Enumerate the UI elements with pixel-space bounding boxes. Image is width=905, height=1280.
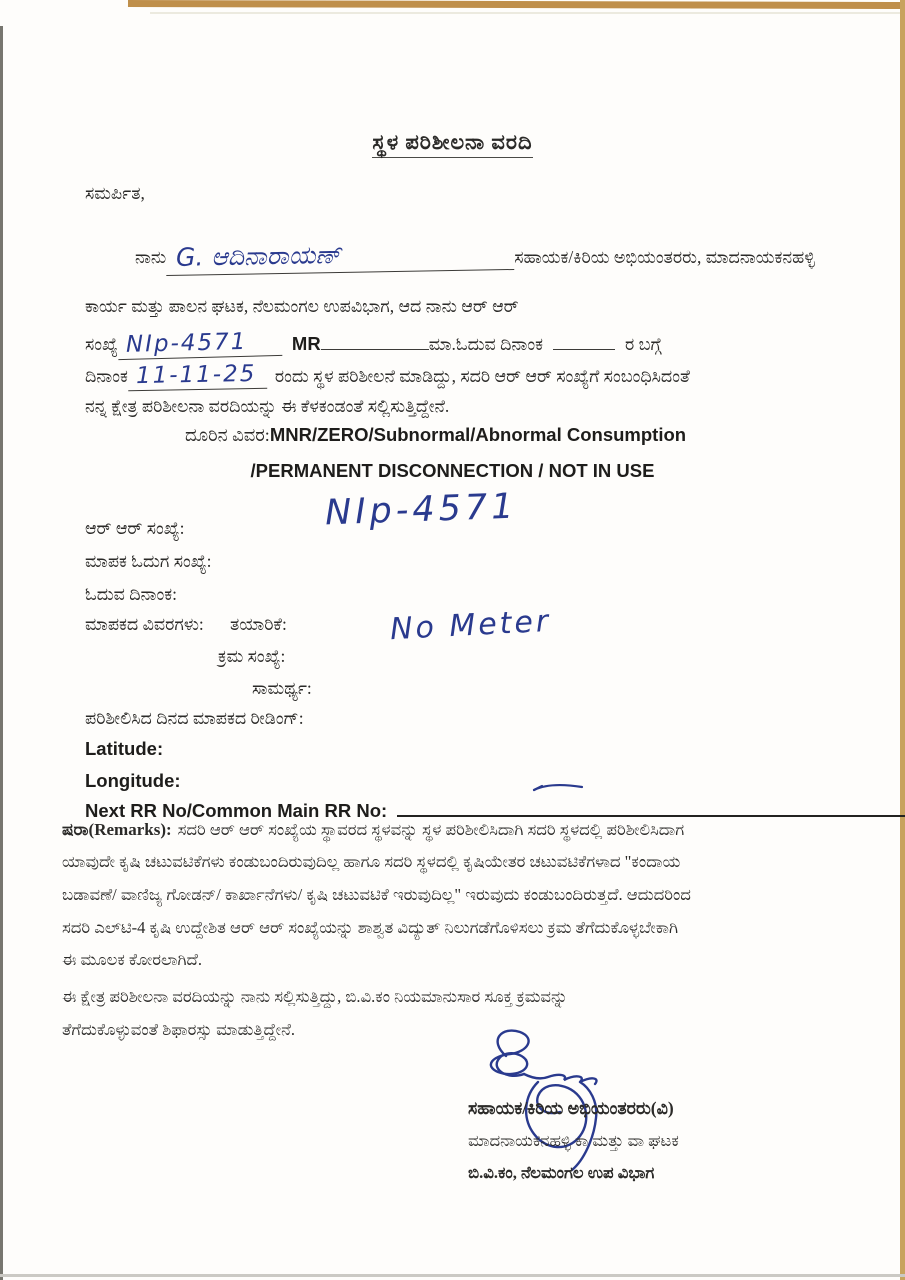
- intro-prefix: ನಾನು: [135, 247, 167, 267]
- date-label: ದಿನಾಂಕ: [85, 366, 128, 386]
- handwritten-no-meter: No Meter: [389, 603, 553, 648]
- meter-details-field-label: ಮಾಪಕದ ವಿವರಗಳು:: [85, 614, 204, 634]
- reading-date-mid-label: ಮಾ.ಓದುವ ದಿನಾಂಕ: [428, 334, 543, 354]
- paper-left-edge: [0, 26, 3, 1280]
- serial-field-label: ಕ್ರಮ ಸಂಖ್ಯೆ:: [218, 646, 286, 666]
- paper-bottom-edge: [0, 1274, 905, 1277]
- intro-line-5: ನನ್ನ ಕ್ಷೇತ್ರ ಪರಿಶೀಲನಾ ವರದಿಯನ್ನು ಈ ಕೆಳಕಂಡಂತೆ ಸಲ್ಲಿಸುತ್ತಿದ್ದೇನೆ.: [85, 396, 450, 416]
- handwritten-name: G. ಆದಿನಾರಾಯಣ್: [166, 237, 515, 276]
- paper-top-shadow: [150, 12, 905, 14]
- intro-line-1: [135, 240, 815, 273]
- mr-blank-line: [321, 331, 429, 350]
- inspected-reading-field-label: ಪರಿಶೀಲಿಸಿದ ದಿನದ ಮಾಪಕದ ರೀಡಿಂಗ್:: [85, 708, 304, 728]
- signatory-unit: ಮಾದನಾಯಕನಹಳ್ಳಿ ಕಾ ಮತ್ತು ವಾ ಘಟಕ: [468, 1131, 679, 1150]
- complaint-line-2: /PERMANENT DISCONNECTION / NOT IN USE: [250, 460, 655, 481]
- make-field-label: ತಯಾರಿಕೆ:: [230, 614, 287, 634]
- complaint-label: ದೂರಿನ ವಿವರ:: [185, 425, 270, 445]
- closing-line-2: ತೆಗೆದುಕೊಳ್ಳುವಂತೆ ಶಿಫಾರಸ್ಸು ಮಾಡುತ್ತಿದ್ದೇನೆ.: [62, 1020, 296, 1039]
- handwritten-inspection-date: 11-11-25: [128, 361, 267, 391]
- reading-date-field-label: ಓದುವ ದಿನಾಂಕ:: [85, 584, 177, 604]
- regarding-label: ರ ಬಗ್ಗೆ: [624, 334, 662, 354]
- longitude-label: Longitude:: [85, 770, 181, 791]
- pen-mark: [530, 780, 590, 796]
- remarks-line-3: ಬಡಾವಣೆ/ ವಾಣಿಜ್ಯ ಗೋಡನ್/ ಕಾರ್ಖಾನೆಗಳು/ ಕೃಷಿ ಚಟುವಟಿಕೆ ಇರುವುದಿಲ್ಲ" ಇರುವುದು ಕಂಡುಬಂದಿರುತ್ತದೆ. ಆದುದರಿಂದ: [62, 885, 691, 904]
- latitude-label: Latitude:: [85, 738, 164, 759]
- complaint-line-1: [185, 424, 686, 446]
- remarks-line-4: ಸದರಿ ಎಲ್‌ಟಿ-4 ಕೃಷಿ ಉದ್ದೇಶಿತ ಆರ್ ಆರ್ ಸಂಖ್ಯೆಯನ್ನು ಶಾಶ್ವತ ವಿದ್ಯುತ್ ನಿಲುಗಡೆಗೊಳಿಸಲು ಕ್ರಮ ತೆಗೆದುಕೊಳ್ಳಬೇಕಾಗಿ: [62, 918, 679, 937]
- next-rr-blank-line: [397, 801, 905, 817]
- complaint-types: MNR/ZERO/Subnormal/Abnormal Consumption: [269, 424, 687, 445]
- remarks-line-1: [62, 820, 684, 840]
- intro-line-2: ಕಾರ್ಯ ಮತ್ತು ಪಾಲನ ಘಟಕ, ನೆಲಮಂಗಲ ಉಪವಿಭಾಗ, ಆದ ನಾನು ಆರ್ ಆರ್: [85, 296, 519, 316]
- meter-reader-field-label: ಮಾಪಕ ಓದುಗ ಸಂಖ್ಯೆ:: [85, 551, 212, 571]
- mr-label: MR: [291, 333, 321, 354]
- signatory-division: ಬಿ.ವಿ.ಕಂ, ನೆಲಮಂಗಲ ಉಪ ವಿಭಾಗ: [468, 1163, 655, 1182]
- title-wrap: [0, 130, 905, 155]
- remarks-line-5: ಈ ಮೂಲಕ ಕೋರಲಾಗಿದೆ.: [62, 950, 202, 969]
- remarks-line-2: ಯಾವುದೇ ಕೃಷಿ ಚಟುವಟಿಕೆಗಳು ಕಂಡುಬಂದಿರುವುದಿಲ್ಲ ಹಾಗೂ ಸದರಿ ಸ್ಥಳದಲ್ಲಿ ಕೃಷಿಯೇತರ ಚಟುವಟಿಕೆಗಳಾದ "ಕಂದಾಯ: [62, 852, 681, 871]
- remarks-text-1: ಸದರಿ ಆರ್ ಆರ್ ಸಂಖ್ಯೆಯ ಸ್ಥಾವರದ ಸ್ಥಳವನ್ನು ಸ್ಥಳ ಪರಿಶೀಲಿಸಿದಾಗಿ ಸದರಿ ಸ್ಥಳದಲ್ಲಿ ಪರಿಶೀಲಿಸಿದಾಗ: [177, 820, 685, 839]
- intro-line4-suffix: ರಂದು ಸ್ಥಳ ಪರಿಶೀಲನೆ ಮಾಡಿದ್ದು, ಸದರಿ ಆರ್ ಆರ್ ಸಂಖ್ಯೆಗೆ ಸಂಬಂಧಿಸಿದಂತೆ: [274, 366, 690, 386]
- intro-line-4: [85, 362, 690, 390]
- remarks-label: ಷರಾ(Remarks):: [62, 820, 172, 839]
- salutation: ಸಮರ್ಪಿತ,: [85, 183, 145, 203]
- paper-right-edge: [900, 0, 905, 1280]
- capacity-field-label: ಸಾಮರ್ಥ್ಯ:: [252, 678, 312, 698]
- date-blank-line: [553, 331, 615, 350]
- intro-suffix: ಸಹಾಯಕ/ಕಿರಿಯ ಅಭಿಯಂತರರು, ಮಾದನಾಯಕನಹಳ್ಳಿ: [514, 247, 815, 267]
- next-rr-label: Next RR No/Common Main RR No:: [85, 800, 388, 821]
- intro-line-3: [85, 330, 662, 358]
- page-title: ಸ್ಥಳ ಪರಿಶೀಲನಾ ವರದಿ: [372, 130, 532, 158]
- paper-top-edge: [128, 0, 905, 9]
- signatory-designation: ಸಹಾಯಕ/ಕಿರಿಯ ಅಭಿಯಂತರರು(ವಿ): [468, 1098, 674, 1118]
- number-label: ಸಂಖ್ಯೆ: [85, 334, 118, 354]
- closing-line-1: ಈ ಕ್ಷೇತ್ರ ಪರಿಶೀಲನಾ ವರದಿಯನ್ನು ನಾನು ಸಲ್ಲಿಸುತ್ತಿದ್ದು, ಬಿ.ವಿ.ಕಂ ನಿಯಮಾನುಸಾರ ಸೂಕ್ತ ಕ್ರಮವನ್ನು: [62, 987, 568, 1006]
- next-rr-row: [85, 800, 905, 822]
- rr-no-field-label: ಆರ್ ಆರ್ ಸಂಖ್ಯೆ:: [85, 518, 185, 538]
- handwritten-rr-number-value: NIp-4571: [324, 486, 519, 534]
- handwritten-rr-number-inline: NIp-4571: [118, 328, 283, 360]
